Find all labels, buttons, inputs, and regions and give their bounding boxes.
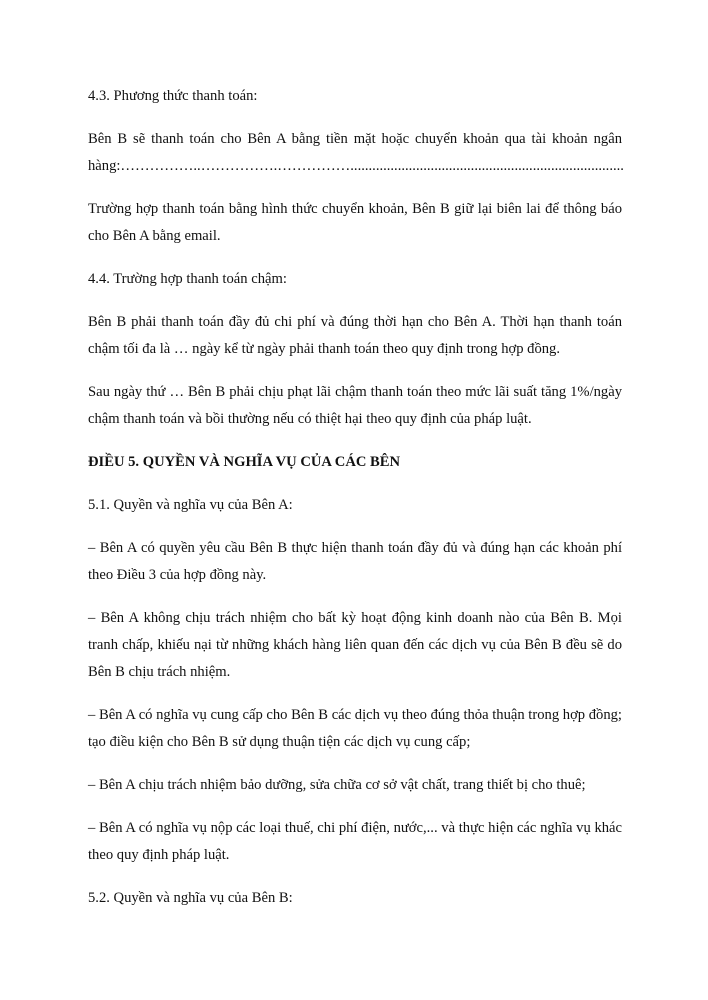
section-4-3-heading: 4.3. Phương thức thanh toán: bbox=[88, 88, 258, 104]
party-a-tax-obligation-item: – Bên A có nghĩa vụ nộp các loại thuế, chi phí điện, nước,... và thực hiện các nghĩa vụ khác theo quy định pháp luật. bbox=[88, 820, 622, 863]
party-a-right-payment-item: – Bên A có quyền yêu cầu Bên B thực hiện thanh toán đầy đủ và đúng hạn các khoản phí theo Điều 3 của hợp đồng này. bbox=[88, 540, 622, 583]
payment-method-paragraph: Bên B sẽ thanh toán cho Bên A bằng tiền mặt hoặc chuyển khoản qua tài khoản ngân hàng:……………..…………….……………........................................................................... bbox=[88, 131, 624, 174]
late-penalty-paragraph: Sau ngày thứ … Bên B phải chịu phạt lãi chậm thanh toán theo mức lãi suất tăng 1%/ngày chậm thanh toán và bồi thường nếu có thiệt hại theo quy định của pháp luật. bbox=[88, 384, 622, 427]
section-4-4-heading: 4.4. Trường hợp thanh toán chậm: bbox=[88, 271, 287, 287]
late-payment-paragraph: Bên B phải thanh toán đầy đủ chi phí và đúng thời hạn cho Bên A. Thời hạn thanh toán chậm tối đa là … ngày kể từ ngày phải thanh toán theo quy định trong hợp đồng. bbox=[88, 314, 622, 357]
party-a-maintenance-item: – Bên A chịu trách nhiệm bảo dưỡng, sửa chữa cơ sở vật chất, trang thiết bị cho thuê; bbox=[88, 777, 586, 793]
section-5-1-heading: 5.1. Quyền và nghĩa vụ của Bên A: bbox=[88, 497, 293, 513]
party-a-service-obligation-item: – Bên A có nghĩa vụ cung cấp cho Bên B các dịch vụ theo đúng thỏa thuận trong hợp đồng; tạo điều kiện cho Bên B sử dụng thuận tiện các dịch vụ cung cấp; bbox=[88, 707, 622, 750]
transfer-receipt-paragraph: Trường hợp thanh toán bằng hình thức chuyển khoản, Bên B giữ lại biên lai để thông báo cho Bên A bằng email. bbox=[88, 201, 622, 244]
document-page bbox=[88, 83, 622, 928]
article-5-heading: ĐIỀU 5. QUYỀN VÀ NGHĨA VỤ CỦA CÁC BÊN bbox=[88, 454, 401, 470]
party-a-no-liability-item: – Bên A không chịu trách nhiệm cho bất kỳ hoạt động kinh doanh nào của Bên B. Mọi tranh chấp, khiếu nại từ những khách hàng liên quan đến các dịch vụ của Bên B đều sẽ do Bên B chịu trách nhiệm. bbox=[88, 610, 622, 680]
section-5-2-heading: 5.2. Quyền và nghĩa vụ của Bên B: bbox=[88, 890, 293, 906]
